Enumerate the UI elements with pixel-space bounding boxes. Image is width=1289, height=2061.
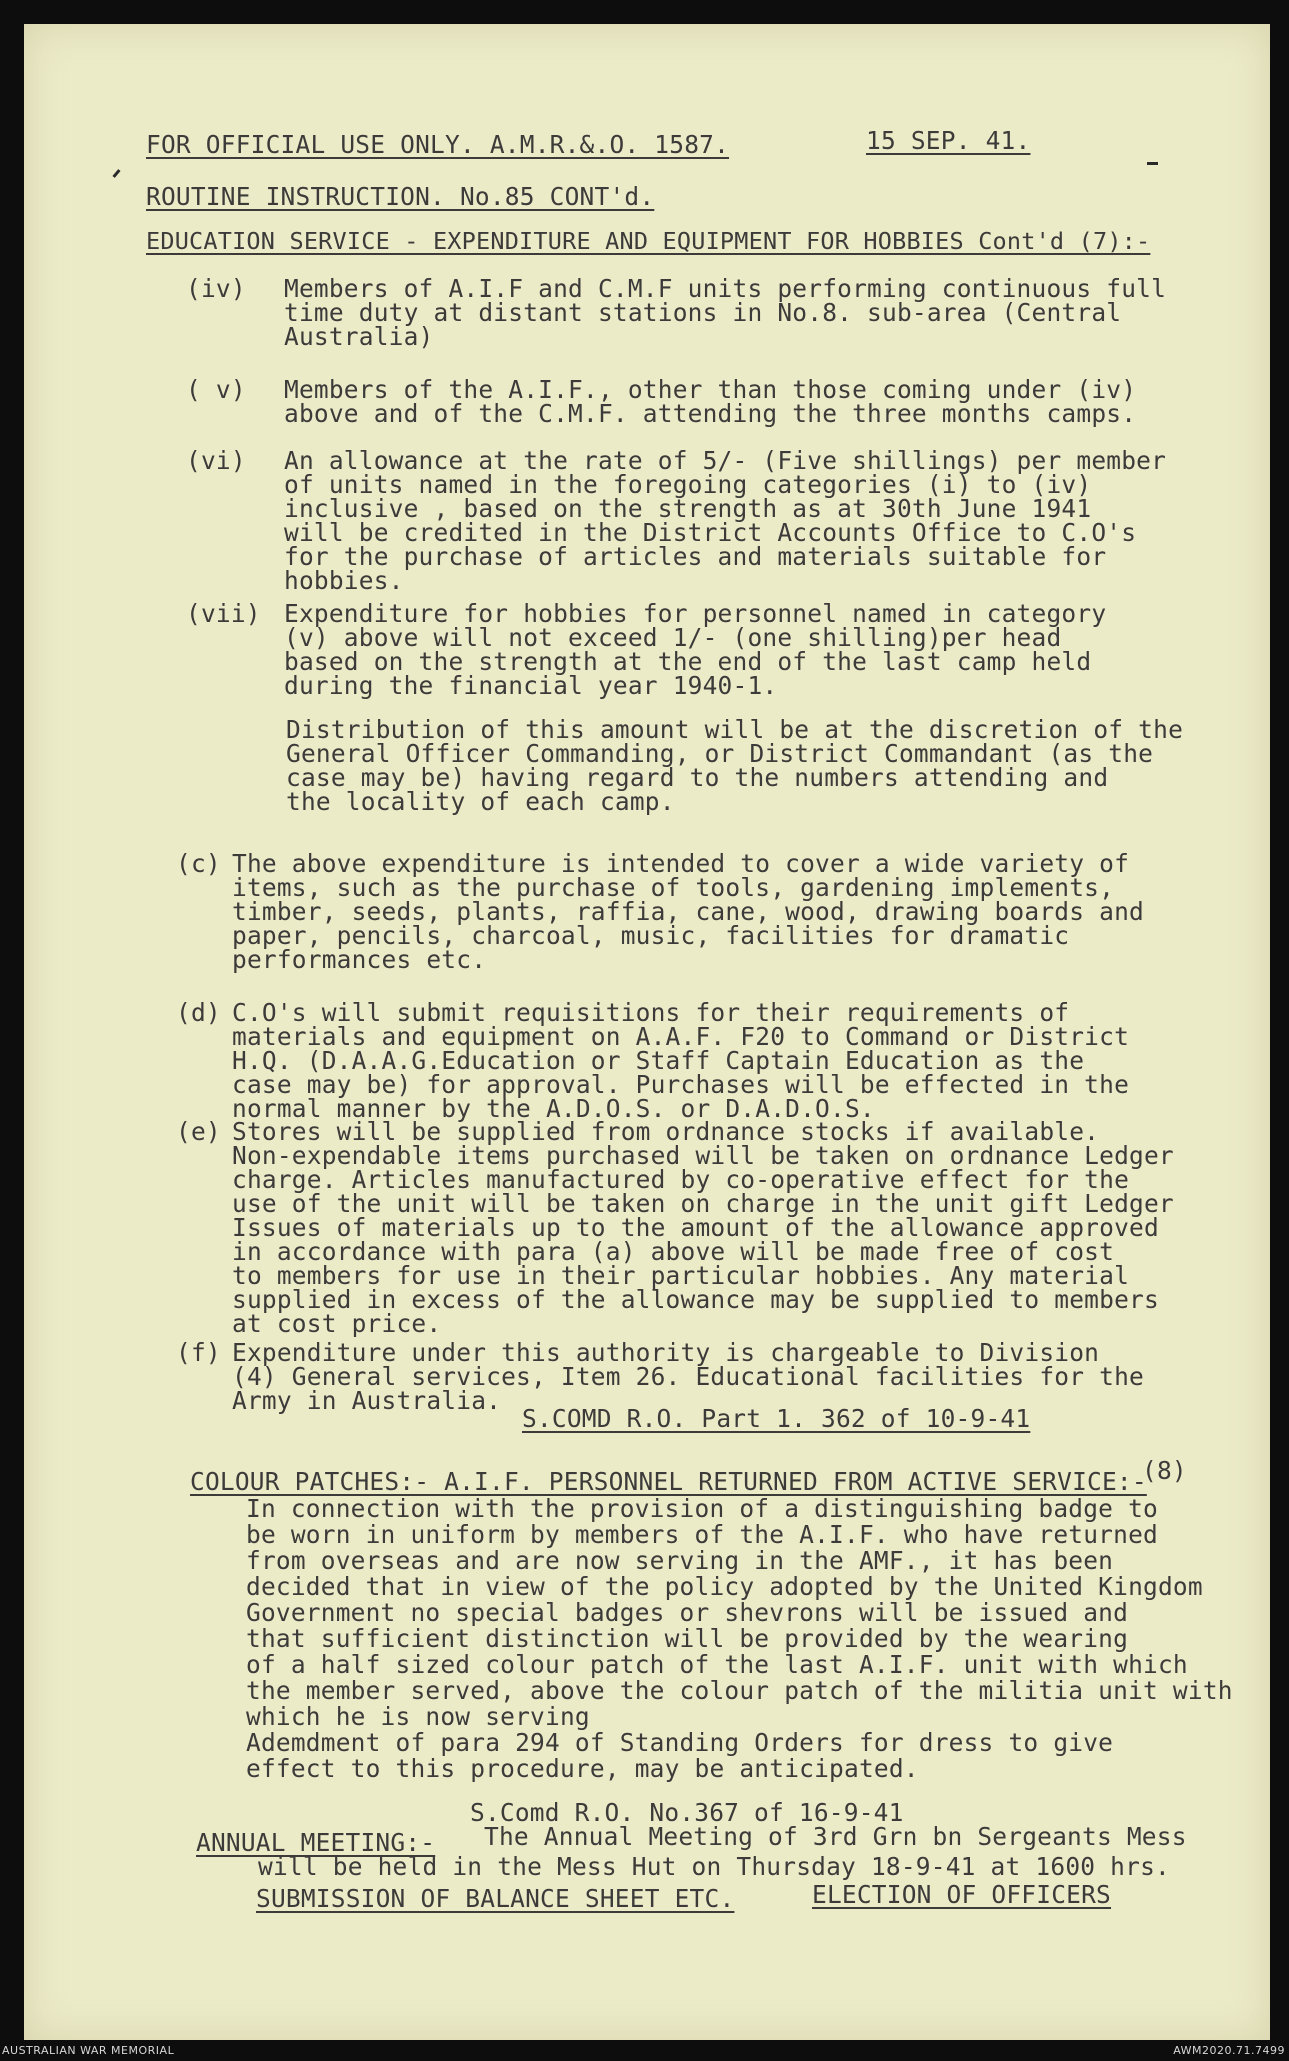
category-text-line: An allowance at the rate of 5/- (Five shillings) per member — [284, 446, 1167, 475]
colour-patches-line: effect to this procedure, may be anticipated. — [246, 1754, 919, 1783]
paragraph-text-line: items, such as the purchase of tools, gardening implements, — [232, 873, 1115, 902]
classification-line: FOR OFFICIAL USE ONLY. A.M.R.&.O. 1587. — [146, 130, 730, 159]
paragraph-text-line: use of the unit will be taken on charge in the unit gift Ledger — [232, 1189, 1174, 1218]
category-text-line: (v) above will not exceed 1/- (one shilling)per head — [284, 623, 1062, 652]
distribution-line: General Officer Commanding, or District Commandant (as the — [286, 739, 1154, 768]
category-label: (vi) — [186, 446, 246, 475]
paragraph-text-line: performances etc. — [232, 945, 487, 974]
colour-patches-line: the member served, above the colour patch of the militia unit with — [246, 1676, 1233, 1705]
category-label: (vii) — [186, 599, 261, 628]
distribution-line: the locality of each camp. — [286, 787, 675, 816]
paragraph-text-line: Issues of materials up to the amount of the allowance approved — [232, 1213, 1159, 1242]
colour-patches-title: COLOUR PATCHES:- A.I.F. PERSONNEL RETURNED FROM ACTIVE SERVICE:- — [190, 1467, 1147, 1496]
paragraph-text-line: at cost price. — [232, 1309, 442, 1338]
paragraph-text-line: case may be) for approval. Purchases will be effected in the — [232, 1070, 1130, 1099]
category-text-line: will be credited in the District Accounts Office to C.O's — [284, 518, 1137, 547]
paragraph-text-line: supplied in excess of the allowance may be supplied to members — [232, 1285, 1159, 1314]
annual-meeting-line-1: The Annual Meeting of 3rd Grn bn Sergeants Mess — [484, 1822, 1187, 1851]
paragraph-text-line: Non-expendable items purchased will be taken on ordnance Ledger — [232, 1141, 1174, 1170]
category-text-line: time duty at distant stations in No.8. sub-area (Central — [284, 298, 1122, 327]
colour-patches-line: that sufficient distinction will be provided by the wearing — [246, 1624, 1129, 1653]
paragraph-text-line: materials and equipment on A.A.F. F20 to Command or District — [232, 1022, 1130, 1051]
agenda-item-election: ELECTION OF OFFICERS — [812, 1880, 1112, 1909]
colour-patches-line: Ademdment of para 294 of Standing Orders for dress to give — [246, 1728, 1114, 1757]
paragraph-text-line: timber, seeds, plants, raffia, cane, wood, drawing boards and — [232, 897, 1144, 926]
paragraph-label: (e) — [176, 1117, 221, 1146]
colour-patches-line: In connection with the provision of a distinguishing badge to — [246, 1494, 1158, 1523]
document-date: 15 SEP. 41. — [866, 126, 1031, 155]
category-text-line: Members of the A.I.F., other than those coming under (iv) — [284, 375, 1137, 404]
category-text-line: inclusive , based on the strength as at 30th June 1941 — [284, 494, 1092, 523]
category-label: (iv) — [186, 274, 246, 303]
footer-accession-number: AWM2020.71.7499 — [1173, 2044, 1285, 2057]
category-text-line: Members of A.I.F and C.M.F units performing continuous full — [284, 274, 1167, 303]
colour-patches-line: Government no special badges or shevrons will be issued and — [246, 1598, 1129, 1627]
paragraph-text-line: H.Q. (D.A.A.G.Education or Staff Captain Education as the — [232, 1046, 1085, 1075]
paragraph-text-line: C.O's will submit requisitions for their requirements of — [232, 998, 1070, 1027]
paragraph-text-line: Army in Australia. — [232, 1386, 502, 1415]
reference-line-1: S.COMD R.O. Part 1. 362 of 10-9-41 — [522, 1404, 1031, 1433]
category-text-line: Australia) — [284, 322, 434, 351]
category-text-line: during the financial year 1940-1. — [284, 671, 778, 700]
annual-meeting-line-2: will be held in the Mess Hut on Thursday 18-9-41 at 1600 hrs. — [258, 1852, 1170, 1881]
paragraph-label: (d) — [176, 998, 221, 1027]
paragraph-text-line: The above expenditure is intended to cover a wide variety of — [232, 849, 1130, 878]
margin-mark-right — [1147, 162, 1158, 165]
category-text-line: for the purchase of articles and materials suitable for — [284, 542, 1107, 571]
category-text-line: hobbies. — [284, 566, 404, 595]
reference-line-2: S.Comd R.O. No.367 of 16-9-41 — [470, 1798, 904, 1827]
colour-patches-number: (8) — [1142, 1456, 1187, 1485]
category-text-line: based on the strength at the end of the last camp held — [284, 647, 1092, 676]
footer-archive-name: AUSTRALIAN WAR MEMORIAL — [2, 2044, 175, 2057]
paragraph-text-line: to members for use in their particular hobbies. Any material — [232, 1261, 1130, 1290]
colour-patches-line: which he is now serving — [246, 1702, 590, 1731]
paragraph-text-line: paper, pencils, charcoal, music, facilities for dramatic — [232, 921, 1070, 950]
paragraph-text-line: normal manner by the A.D.O.S. or D.A.D.O.S. — [232, 1094, 875, 1123]
paragraph-label: (f) — [176, 1338, 221, 1367]
distribution-line: case may be) having regard to the numbers attending and — [286, 763, 1109, 792]
colour-patches-line: be worn in uniform by members of the A.I.F. who have returned — [246, 1520, 1158, 1549]
routine-instruction-line: ROUTINE INSTRUCTION. No.85 CONT'd. — [146, 182, 655, 211]
category-text-line: above and of the C.M.F. attending the three months camps. — [284, 399, 1137, 428]
colour-patches-line: from overseas and are now serving in the AMF., it has been — [246, 1546, 1114, 1575]
paragraph-label: (c) — [176, 849, 221, 878]
agenda-item-balance-sheet: SUBMISSION OF BALANCE SHEET ETC. — [256, 1884, 735, 1913]
section-title: EDUCATION SERVICE - EXPENDITURE AND EQUIPMENT FOR HOBBIES Cont'd (7):- — [146, 227, 1151, 255]
distribution-line: Distribution of this amount will be at the discretion of the — [286, 715, 1184, 744]
category-label: ( v) — [186, 375, 246, 404]
paragraph-text-line: in accordance with para (a) above will be made free of cost — [232, 1237, 1115, 1266]
colour-patches-line: decided that in view of the policy adopted by the United Kingdom — [246, 1572, 1203, 1601]
paragraph-text-line: (4) General services, Item 26. Educational facilities for the — [232, 1362, 1144, 1391]
category-text-line: of units named in the foregoing categories (i) to (iv) — [284, 470, 1092, 499]
colour-patches-line: of a half sized colour patch of the last A.I.F. unit with which — [246, 1650, 1188, 1679]
annual-meeting-title: ANNUAL MEETING:- — [196, 1828, 436, 1857]
paragraph-text-line: Expenditure under this authority is chargeable to Division — [232, 1338, 1100, 1367]
paragraph-text-line: Stores will be supplied from ordnance stocks if available. — [232, 1117, 1100, 1146]
paragraph-text-line: charge. Articles manufactured by co-operative effect for the — [232, 1165, 1130, 1194]
category-text-line: Expenditure for hobbies for personnel named in category — [284, 599, 1107, 628]
